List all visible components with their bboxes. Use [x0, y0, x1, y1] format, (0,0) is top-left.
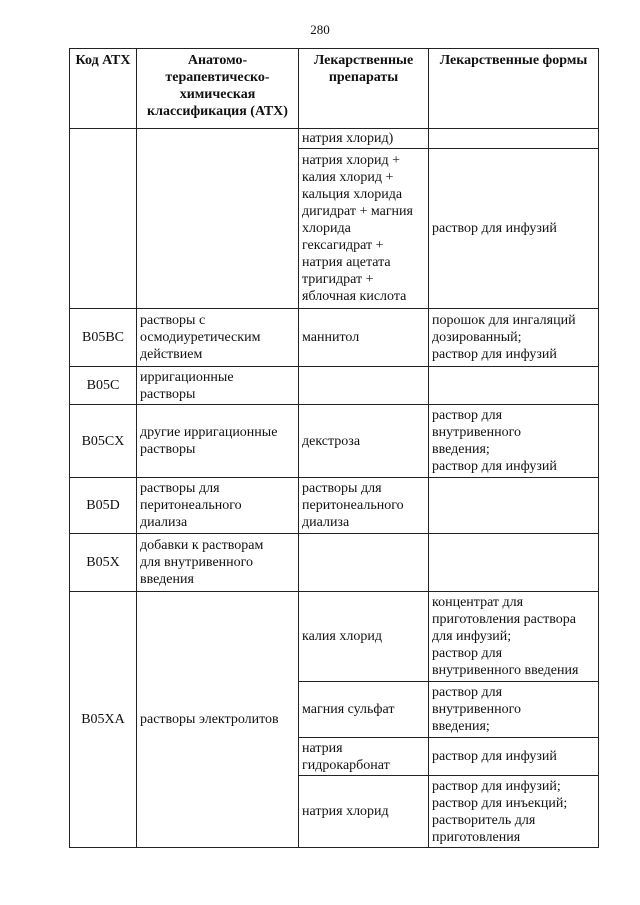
- table-row: [70, 592, 599, 682]
- page-number: 280: [310, 22, 330, 37]
- code-cell: B05CX: [70, 405, 137, 478]
- classification-cell: другие ирригационные растворы: [137, 405, 299, 478]
- form-cell: раствор для внутривенного введения; раствор для инфузий: [429, 405, 599, 478]
- table-row: [70, 309, 599, 367]
- form-cell: порошок для ингаляций дозированный; раствор для инфузий: [429, 309, 599, 367]
- drug-cell: магния сульфат: [299, 682, 429, 738]
- table-header-row: [70, 49, 599, 129]
- table-row: [70, 405, 599, 478]
- classification-cell: [137, 129, 299, 309]
- drug-cell: натрия хлорид): [299, 129, 429, 149]
- classification-cell: ирригационные растворы: [137, 367, 299, 405]
- form-cell: раствор для инфузий; раствор для инъекций; растворитель для приготовления: [429, 776, 599, 848]
- code-cell: B05D: [70, 478, 137, 534]
- classification-cell: добавки к растворам для внутривенного введения: [137, 534, 299, 592]
- table-row: [70, 478, 599, 534]
- form-cell: раствор для инфузий: [429, 738, 599, 776]
- code-cell: [70, 129, 137, 309]
- classification-cell: растворы для перитонеального диализа: [137, 478, 299, 534]
- drug-cell: натрия хлорид + калия хлорид + кальция хлорида дигидрат + магния хлорида гексагидрат + натрия ацетата тригидрат + яблочная кислота: [299, 149, 429, 309]
- drug-cell: маннитол: [299, 309, 429, 367]
- form-cell: раствор для внутривенного введения;: [429, 682, 599, 738]
- code-cell: B05X: [70, 534, 137, 592]
- drug-cell: натрия гидрокарбонат: [299, 738, 429, 776]
- table-row: [70, 534, 599, 592]
- form-cell: [429, 534, 599, 592]
- classification-cell: растворы электролитов: [137, 592, 299, 848]
- code-cell: B05C: [70, 367, 137, 405]
- table-row: [70, 129, 599, 149]
- drug-cell: калия хлорид: [299, 592, 429, 682]
- form-cell: раствор для инфузий: [429, 149, 599, 309]
- drug-cell: [299, 534, 429, 592]
- drug-cell: натрия хлорид: [299, 776, 429, 848]
- form-cell: концентрат для приготовления раствора для инфузий; раствор для внутривенного введения: [429, 592, 599, 682]
- header-forms: Лекарственные формы: [429, 49, 599, 129]
- atx-drug-table: [69, 48, 599, 848]
- header-drugs: Лекарственные препараты: [299, 49, 429, 129]
- form-cell: [429, 478, 599, 534]
- code-cell: B05BC: [70, 309, 137, 367]
- code-cell: B05XA: [70, 592, 137, 848]
- drug-cell: [299, 367, 429, 405]
- header-code: Код АТХ: [70, 49, 137, 129]
- table-row: [70, 367, 599, 405]
- form-cell: [429, 367, 599, 405]
- classification-cell: растворы с осмодиуретическим действием: [137, 309, 299, 367]
- header-classification: Анатомо- терапевтическо- химическая классификация (АТХ): [137, 49, 299, 129]
- drug-cell: растворы для перитонеального диализа: [299, 478, 429, 534]
- form-cell: [429, 129, 599, 149]
- drug-cell: декстроза: [299, 405, 429, 478]
